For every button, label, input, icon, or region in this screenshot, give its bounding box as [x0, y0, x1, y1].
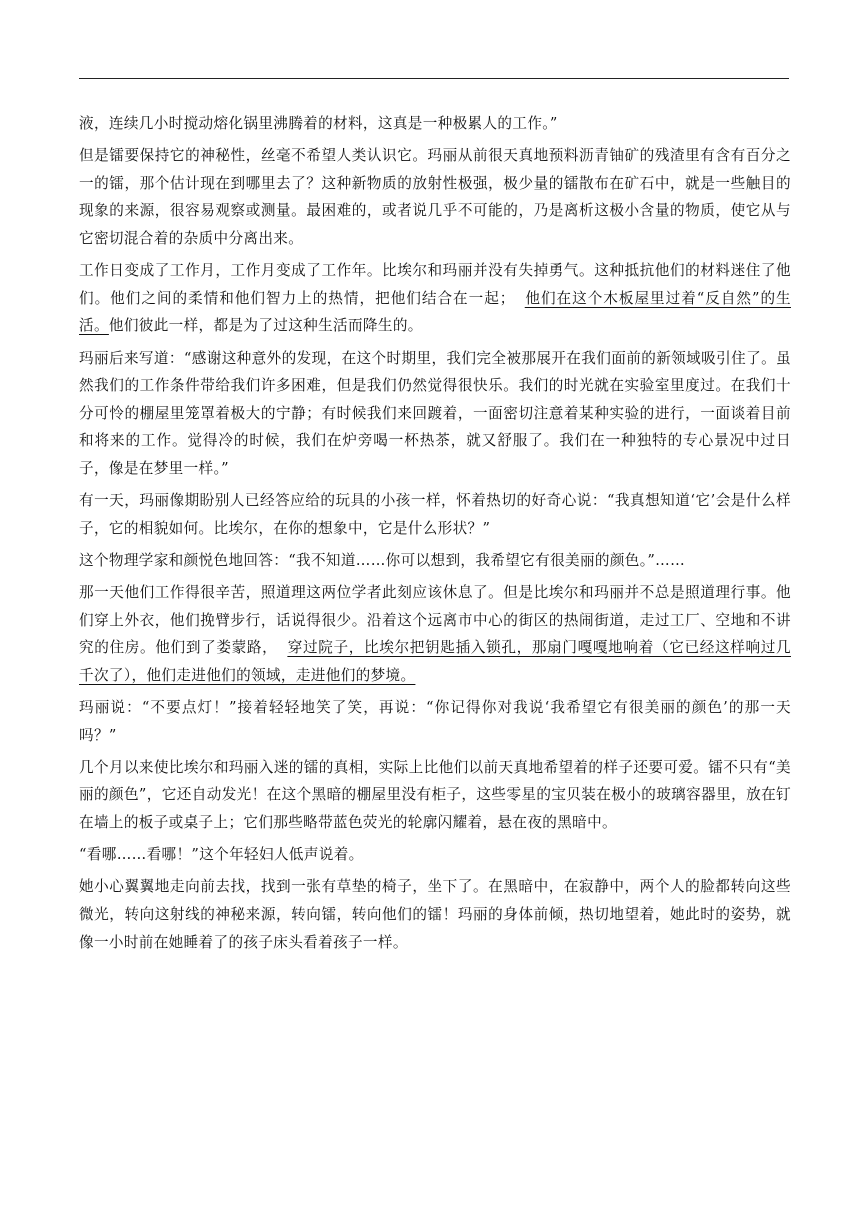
paragraph-3: [79, 257, 791, 340]
underlined-sentence: 穿过院子，比埃尔把钥匙插入锁孔，那扇门嘎嘎地响着（它已经这样响过几千次了），他们走进他们的领域，走进他们的梦境。: [79, 639, 791, 684]
paragraph-9: [79, 754, 791, 837]
paragraph-text: 那一天他们工作得很辛苦，照道理这两位学者此刻应该休息了。但是比埃尔和玛丽并不总是照道理行事。他们穿上外衣，他们挽臂步行，话说得很少。沿着这个远离市中心的街区的热闹街道，走过工厂、空地和不讲究的住房。他们到了娄蒙路，: [79, 584, 791, 657]
paragraph-text: 工作日变成了工作月，工作月变成了工作年。比埃尔和玛丽并没有失掉勇气。这种抵抗他们的材料迷住了他们。他们之间的柔情和他们智力上的热情，把他们结合在一起；: [79, 262, 791, 307]
document-body: [79, 110, 791, 961]
paragraph-text: 玛丽说：“不要点灯！”接着轻轻地笑了笑，再说：“你记得你对我说‘我希望它有很美丽的颜色’的那一天吗？”: [79, 699, 791, 744]
header-rule: [79, 78, 789, 79]
paragraph-10: [79, 841, 791, 869]
paragraph-5: [79, 487, 791, 542]
paragraph-8: [79, 694, 791, 749]
underlined-sentence: 他们在这个木板屋里过着“反自然”的生活。: [79, 289, 791, 335]
paragraph-1: [79, 110, 791, 138]
paragraph-text: “看哪……看哪！”这个年轻妇人低声说着。: [79, 846, 364, 864]
paragraph-text: 这个物理学家和颜悦色地回答：“我不知道……你可以想到，我希望它有很美丽的颜色。”……: [79, 551, 686, 569]
paragraph-11: [79, 873, 791, 956]
paragraph-2: [79, 142, 791, 252]
paragraph-text: 她小心翼翼地走向前去找，找到一张有草垫的椅子，坐下了。在黑暗中，在寂静中，两个人的脸都转向这些微光，转向这射线的神秘来源，转向镭，转向他们的镭！玛丽的身体前倾，热切地望着，她此时的姿势，就像一小时前在她睡着了的孩子床头看着孩子一样。: [79, 878, 791, 951]
paragraph-text: 但是镭要保持它的神秘性，丝毫不希望人类认识它。玛丽从前很天真地预料沥青铀矿的残渣里有含有百分之一的镭，那个估计现在到哪里去了？这种新物质的放射性极强，极少量的镭散布在矿石中，就是一些触目的现象的来源，很容易观察或测量。最困难的，或者说几乎不可能的，乃是离析这极小含量的物质，使它从与它密切混合着的杂质中分离出来。: [79, 147, 791, 247]
paragraph-text: 有一天，玛丽像期盼别人已经答应给的玩具的小孩一样，怀着热切的好奇心说：“我真想知道‘它’会是什么样子，它的相貌如何。比埃尔，在你的想象中，它是什么形状？”: [79, 492, 791, 537]
paragraph-text: 玛丽后来写道：“感谢这种意外的发现，在这个时期里，我们完全被那展开在我们面前的新领域吸引住了。虽然我们的工作条件带给我们许多困难，但是我们仍然觉得很快乐。我们的时光就在实验室里度过。在我们十分可怜的棚屋里笼罩着极大的宁静；有时候我们来回踱着，一面密切注意着某种实验的进行，一面谈着目前和将来的工作。觉得冷的时候，我们在炉旁喝一杯热茶，就又舒服了。我们在一种独特的专心景况中过日子，像是在梦里一样。”: [79, 349, 791, 477]
paragraph-7: [79, 579, 791, 689]
paragraph-text: 液，连续几小时搅动熔化锅里沸腾着的材料，这真是一种极累人的工作。”: [79, 115, 558, 132]
paragraph-4: [79, 345, 791, 483]
paragraph-6: [79, 547, 791, 575]
paragraph-text: 他们彼此一样，都是为了过这种生活而降生的。: [108, 317, 423, 335]
paragraph-text: 几个月以来使比埃尔和玛丽入迷的镭的真相，实际上比他们以前天真地希望着的样子还要可爱。镭不只有“美丽的颜色”，它还自动发光！在这个黑暗的棚屋里没有柜子，这些零星的宝贝装在极小的玻璃容器里，放在钉在墙上的板子或桌子上；它们那些略带蓝色荧光的轮廓闪耀着，悬在夜的黑暗中。: [79, 758, 791, 831]
